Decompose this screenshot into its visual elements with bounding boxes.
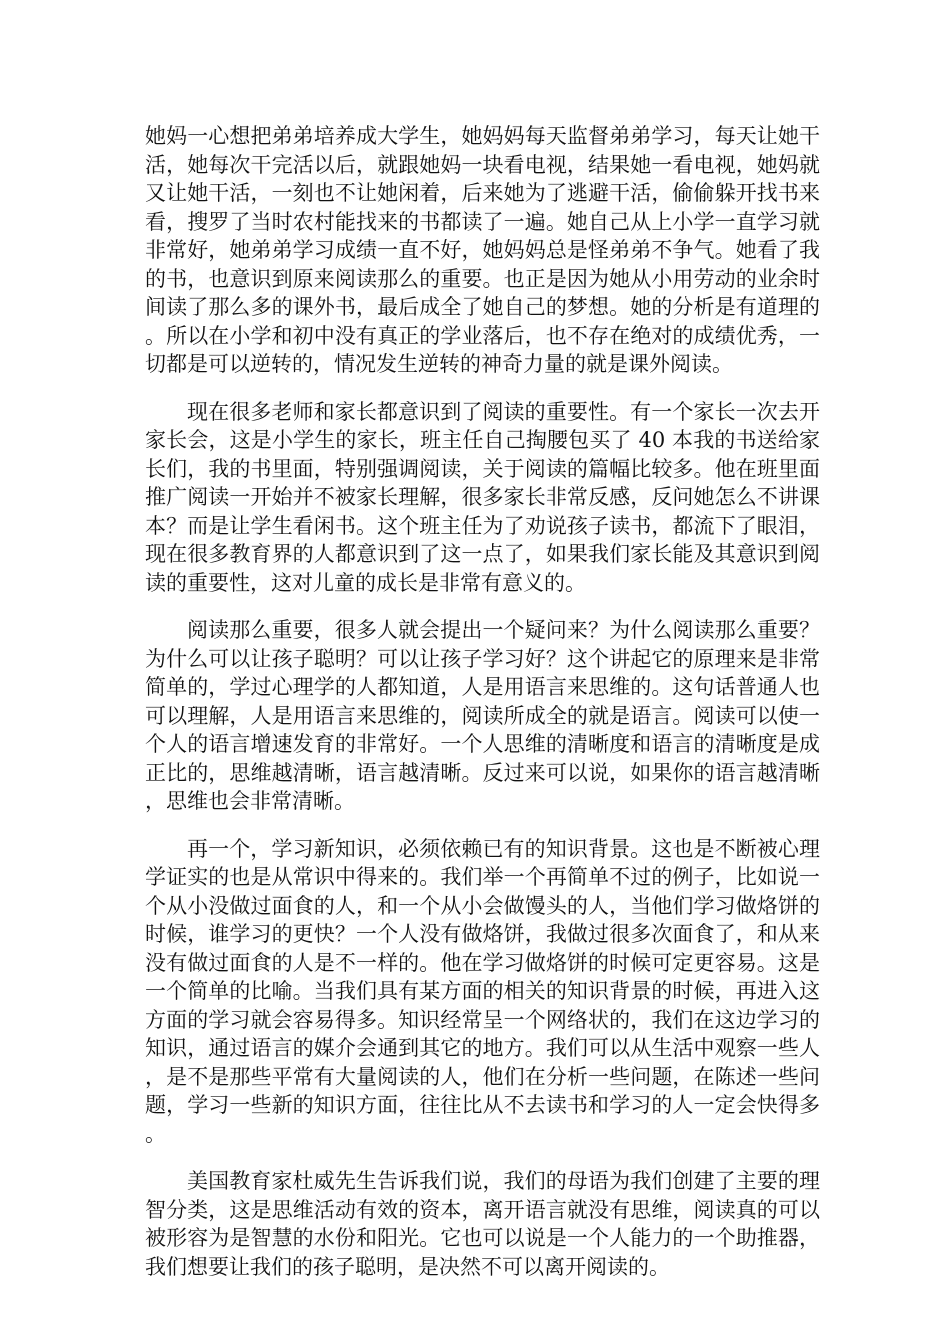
paragraph-3: 阅读那么重要，很多人就会提出一个疑问来？为什么阅读那么重要？为什么可以让孩子聪明？可以让孩子学习好？这个讲起它的原理来是非常简单的，学过心理学的人都知道，人是用语言来思维的。这句话普通人也可以理解，人是用语言来思维的，阅读所成全的就是语言。阅读可以使一个人的语言增速发育的非常好。一个人思维的清晰度和语言的清晰度是成正比的，思维越清晰，语言越清晰。反过来可以说，如果你的语言越清晰，思维也会非常清晰。: [145, 618, 820, 813]
paragraph-2: 现在很多老师和家长都意识到了阅读的重要性。有一个家长一次去开家长会，这是小学生的家长，班主任自己掏腰包买了 40 本我的书送给家长们，我的书里面，特别强调阅读，关于阅读的篇幅比较多。他在班里面推广阅读一开始并不被家长理解，很多家长非常反感，反问她怎么不讲课本？而是让学生看闲书。这个班主任为了劝说孩子读书，都流下了眼泪，现在很多教育界的人都意识到了这一点了，如果我们家长能及其意识到阅读的重要性，这对儿童的成长是非常有意义的。: [145, 399, 820, 595]
paragraph-1: 她妈一心想把弟弟培养成大学生，她妈妈每天监督弟弟学习，每天让她干活，她每次干完活以后，就跟她妈一块看电视，结果她一看电视，她妈就又让她干活，一刻也不让她闲着，后来她为了逃避干活，偷偷躲开找书来看，搜罗了当时农村能找来的书都读了一遍。她自己从上小学一直学习就非常好，她弟弟学习成绩一直不好，她妈妈总是怪弟弟不争气。她看了我的书，也意识到原来阅读那么的重要。也正是因为她从小用劳动的业余时间读了那么多的课外书，最后成全了她自己的梦想。她的分析是有道理的。所以在小学和初中没有真正的学业落后，也不存在绝对的成绩优秀，一切都是可以逆转的，情况发生逆转的神奇力量的就是课外阅读。: [145, 124, 820, 376]
paragraph-4: 再一个，学习新知识，必须依赖已有的知识背景。这也是不断被心理学证实的也是从常识中得来的。我们举一个再简单不过的例子，比如说一个从小没做过面食的人，和一个从小会做馒头的人，当他们学习做烙饼的时候，谁学习的更快？一个人没有做烙饼，我做过很多次面食了，和从来没有做过面食的人是不一样的。他在学习做烙饼的时候可定更容易。这是一个简单的比喻。当我们具有某方面的相关的知识背景的时候，再进入这方面的学习就会容易得多。知识经常呈一个网络状的，我们在这边学习的知识，通过语言的媒介会通到其它的地方。我们可以从生活中观察一些人，是不是那些平常有大量阅读的人，他们在分析一些问题，在陈述一些问题，学习一些新的知识方面，往往比从不去读书和学习的人一定会快得多。: [145, 836, 820, 1146]
paragraph-5: 美国教育家杜威先生告诉我们说，我们的母语为我们创建了主要的理智分类，这是思维活动有效的资本，离开语言就没有思维，阅读真的可以被形容为是智慧的水份和阳光。它也可以说是一个人能力的一个助推器，我们想要让我们的孩子聪明，是决然不可以离开阅读的。: [145, 1169, 820, 1279]
document-page: [145, 122, 820, 1281]
